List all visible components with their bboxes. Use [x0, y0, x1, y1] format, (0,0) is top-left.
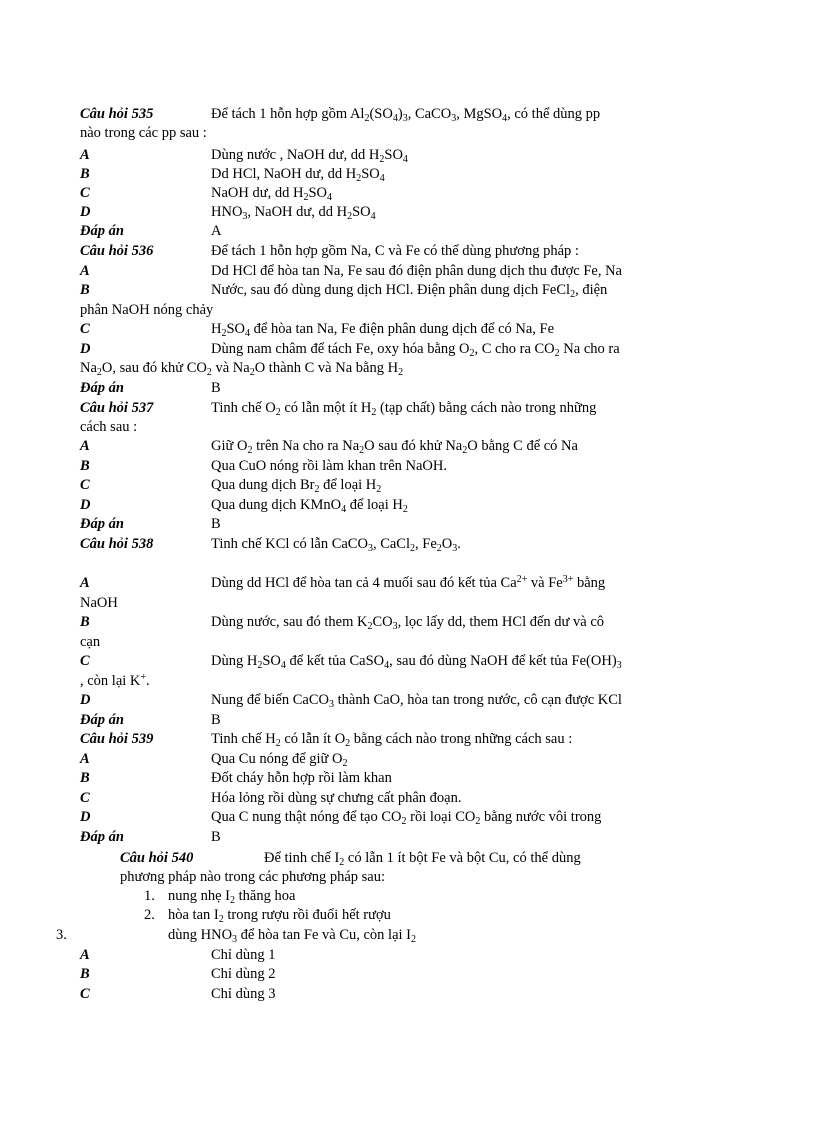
question-label: Câu hỏi 539 — [80, 731, 154, 747]
question-label: Câu hỏi 540 — [120, 850, 194, 866]
document-page: Câu hỏi 535 Để tách 1 hỗn hợp gồm $Al_2(SO_4)_3$, CaCO$_3$, MgSO$_4$, có thể dùng pp nào trong các pp sau : A Dùng nước , NaOH dư, dd $H_2SO_4$ B Dd HCl, NaOH dư, dd $H_2SO_4$ C NaOH dư, dd $H_2SO_4$ D $HNO_3$, NaOH dư, dd $H_2SO_4$ Đáp án A Câu hỏi 536 Để tách 1 hỗn hợp gồm Na, C và Fe có thể dùng phương pháp : A Dd HCl để hòa tan Na, Fe sau đó điện phân dung dịch thu được Fe, Na B Nước, sau đó dùng dung dịch HCl. Điện phân dung dịch FeCl$_2$, điện phân NaOH nóng chảy C $H_2SO_4$ để hòa tan Na, Fe điện phân dung dịch để có Na, Fe D Dùng nam châm để tách Fe, oxy hóa bằng $O_2$, C cho ra $CO_2$ Na cho ra $Na_2O$, sau đó khử $CO_2$ và $Na_2O$ thành C và Na bằng $H_2$ Đáp án B Câu hỏi 537 Tinh chế $O_2$ có lẫn một ít $H_2$ (tạp chất) bằng cách nào trong những cách sau : A Giữ $O_2$ trên Na cho ra $Na_2O$ sau đó khử $Na_2O$ bằng C để có Na B Qua CuO nóng rồi làm khan trên NaOH. C Qua dung dịch $Br_2$ để loại $H_2$ D Qua dung dịch KMnO$_4$ để loại $H_2$ Đáp án B Câu hỏi 538 Tinh chế KCl có lẫn CaCO$_3$, CaCl$_2$, $Fe_2O_3$. A Dùng dd HCl để hòa tan cả 4 muối sau đó kết tủa $Ca^{2+}$ và $Fe^{3+}$ bằng NaOH B Dùng nước, sau đó them $K_2CO_3$, lọc lấy dd, them HCl đến dư và cô cạn C Dùng $H_2SO_4$ để kết tủa CaSO$_4$, sau đó dùng NaOH để kết tủa $Fe(OH)_3$ , còn lại K+. D Nung để biến CaCO$_3$ thành CaO, hòa tan trong nước, cô cạn được KCl Đáp án B Câu hỏi 539 Tinh chế $H_2$ có lẫn ít $O_2$ bằng cách nào trong những cách sau : A Qua Cu nóng để giữ $O_2$ B Đốt cháy hỗn hợp rồi làm khan C Hóa lỏng rồi dùng sự chưng cất phân đoạn. D Qua C nung thật nóng để tạo $CO_2$ rồi loại $CO_2$ bằng nước vôi trong Đáp án B Câu hỏi 540 Để tinh chế $I_2$ có lẫn 1 ít bột Fe và bột Cu, có thể dùng phương pháp nào trong các phương pháp sau: 1. nung nhẹ $I_2$ thăng hoa 2. hòa $\tan I_2$ trong rượu rồi đuổi hết rượu 3. dùng $HNO_3$ để hòa tan Fe và Cu, còn lại $I_2$ A Chỉ dùng 1 B Chỉ dùng 2 C Chỉ dùng 3 — [56, 106, 622, 1002]
question-text: Để tách 1 hỗn hợp gồm $Al_2(SO_4)_3$, CaCO$_3$, MgSO$_4$, có thể dùng pp — [211, 106, 601, 124]
question-label: Câu hỏi 535 — [80, 106, 154, 122]
question-text-cont: nào trong các pp sau : — [80, 125, 207, 141]
answer-value: B — [211, 380, 221, 396]
question-label: Câu hỏi 536 — [80, 243, 154, 259]
answer-label: Đáp án — [80, 516, 124, 532]
option-b-cont: cạn — [80, 634, 101, 650]
answer-label: Đáp án — [80, 712, 124, 728]
answer-label: Đáp án — [80, 223, 124, 239]
answer-value: B — [211, 712, 221, 728]
question-text-cont: phương pháp nào trong các phương pháp sau: — [120, 869, 386, 885]
answer-value: B — [211, 829, 221, 845]
question-text: Tinh chế $O_2$ có lẫn một ít $H_2$ (tạp chất) bằng cách nào trong những — [211, 400, 597, 418]
option-b-cont: phân NaOH nóng chảy — [80, 302, 214, 318]
answer-value: A — [211, 223, 222, 239]
question-text: Tinh chế $H_2$ có lẫn ít $O_2$ bằng cách nào trong những cách sau : — [211, 731, 573, 749]
question-text: Để tách 1 hỗn hợp gồm Na, C và Fe có thể dùng phương pháp : — [211, 243, 579, 259]
option-c-cont: , còn lại K+. — [80, 672, 150, 689]
answer-label: Đáp án — [80, 829, 124, 845]
question-text: Tinh chế KCl có lẫn CaCO$_3$, CaCl$_2$, $Fe_2O_3$. — [211, 536, 461, 554]
question-text-cont: cách sau : — [80, 419, 138, 435]
question-label: Câu hỏi 537 — [80, 400, 154, 416]
option-d-cont: $Na_2O$, sau đó khử $CO_2$ và $Na_2O$ thành C và Na bằng $H_2$ — [80, 360, 404, 378]
answer-label: Đáp án — [80, 380, 124, 396]
option-a-cont: NaOH — [80, 595, 118, 611]
question-label: Câu hỏi 538 — [80, 536, 154, 552]
answer-value: B — [211, 516, 221, 532]
question-text: Để tinh chế $I_2$ có lẫn 1 ít bột Fe và bột Cu, có thể dùng — [264, 850, 581, 868]
